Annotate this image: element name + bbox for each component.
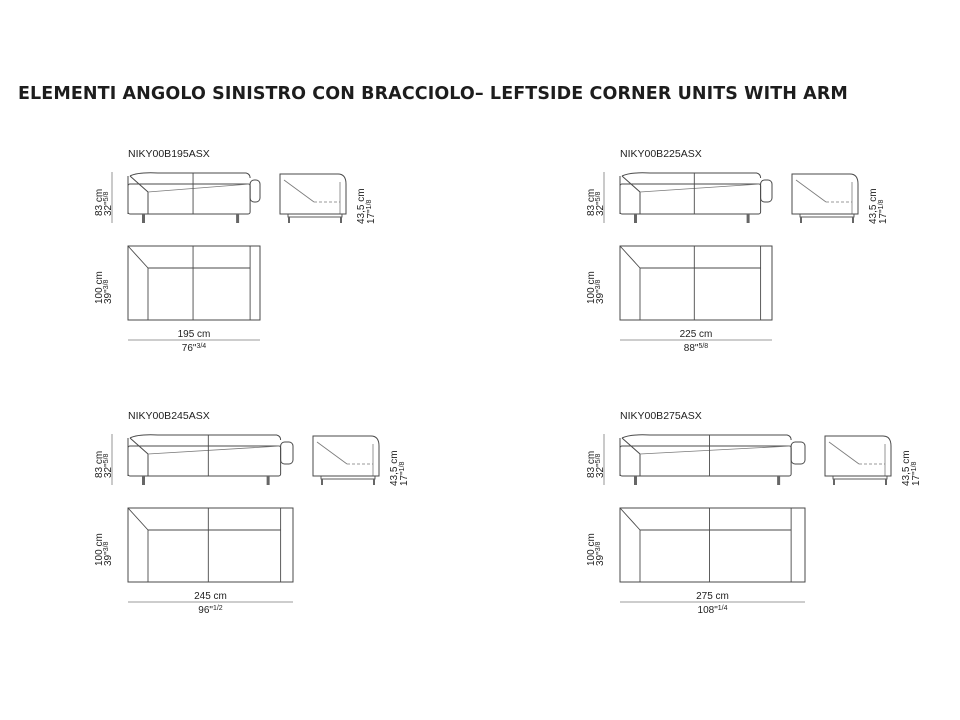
seat-height-in-fraction: 1/8 xyxy=(878,199,885,210)
depth-cm: 100 cm xyxy=(94,271,105,304)
side-view xyxy=(280,174,346,223)
depth-in-fraction: 3/8 xyxy=(103,541,110,552)
top-corner-diagonal xyxy=(620,508,640,530)
width-in-fraction: 3/4 xyxy=(196,343,207,350)
unit-niky00b195asx xyxy=(94,148,377,354)
corner-wedge xyxy=(620,438,640,476)
seat-height-in-whole: 17" xyxy=(399,471,410,486)
front-view xyxy=(620,173,772,223)
side-leg-back xyxy=(833,479,835,485)
width-cm: 275 cm xyxy=(696,591,729,602)
depth-in xyxy=(103,541,114,566)
side-leg-front xyxy=(885,479,887,485)
height-in-fraction: 5/8 xyxy=(103,191,110,202)
side-view xyxy=(792,174,858,223)
height-in-fraction: 5/8 xyxy=(103,453,110,464)
side-body xyxy=(792,174,858,214)
height-in-whole: 32" xyxy=(595,201,606,216)
width-in xyxy=(182,343,207,354)
backrest-outline xyxy=(130,435,281,440)
depth-in-whole: 39" xyxy=(103,551,114,566)
seat-height-cm: 43,5 cm xyxy=(389,450,400,486)
seat-height-in-whole: 17" xyxy=(366,209,377,224)
cushion-line xyxy=(148,446,281,454)
top-corner-diagonal xyxy=(128,508,148,530)
height-cm: 83 cm xyxy=(94,450,105,478)
side-back-line xyxy=(284,180,314,202)
side-leg-back xyxy=(800,217,802,223)
unit-niky00b275asx xyxy=(586,410,922,616)
height-cm: 83 cm xyxy=(586,188,597,216)
page-title: ELEMENTI ANGOLO SINISTRO CON BRACCIOLO– LEFTSIDE CORNER UNITS WITH ARM xyxy=(18,84,848,104)
side-base xyxy=(288,214,342,217)
leg-left xyxy=(142,214,145,223)
seat-height-cm: 43,5 cm xyxy=(901,450,912,486)
width-in-whole: 96" xyxy=(198,605,213,616)
side-leg-front xyxy=(373,479,375,485)
leg-left xyxy=(634,476,637,485)
armrest xyxy=(281,442,293,464)
product-code: NIKY00B275ASX xyxy=(620,410,702,422)
depth-in-whole: 39" xyxy=(595,289,606,304)
top-view xyxy=(620,246,772,320)
corner-wedge xyxy=(128,438,148,476)
backrest-outline xyxy=(622,435,791,440)
seat-height-in xyxy=(878,199,889,224)
depth-cm: 100 cm xyxy=(586,533,597,566)
width-in-whole: 88" xyxy=(683,343,699,354)
depth-in-fraction: 3/8 xyxy=(595,279,602,290)
backrest-outline xyxy=(130,173,250,178)
product-code: NIKY00B195ASX xyxy=(128,148,210,160)
armrest xyxy=(761,180,772,202)
corner-wedge xyxy=(128,176,148,214)
top-outline xyxy=(128,508,293,582)
backrest-outline xyxy=(622,173,761,178)
depth-in xyxy=(595,279,606,304)
unit-niky00b225asx xyxy=(586,148,889,354)
depth-cm: 100 cm xyxy=(586,271,597,304)
depth-in-whole: 39" xyxy=(103,289,114,304)
side-leg-back xyxy=(288,217,290,223)
leg-right xyxy=(267,476,270,485)
top-view xyxy=(620,508,805,582)
seat-height-in-fraction: 1/8 xyxy=(366,199,373,210)
seat-height-in-fraction: 1/8 xyxy=(399,461,406,472)
top-view xyxy=(128,246,260,320)
leg-right xyxy=(236,214,239,223)
front-view xyxy=(128,435,293,485)
height-in-whole: 32" xyxy=(103,201,114,216)
side-leg-back xyxy=(321,479,323,485)
side-leg-front xyxy=(852,217,854,223)
side-body xyxy=(825,436,891,476)
depth-in xyxy=(103,279,114,304)
corner-wedge xyxy=(620,176,640,214)
depth-cm: 100 cm xyxy=(94,533,105,566)
side-back-line xyxy=(317,442,347,464)
product-code: NIKY00B225ASX xyxy=(620,148,702,160)
top-outline xyxy=(620,246,772,320)
width-cm: 245 cm xyxy=(194,591,227,602)
product-code: NIKY00B245ASX xyxy=(128,410,210,422)
side-body xyxy=(313,436,379,476)
seat-height-in xyxy=(911,461,922,486)
leg-right xyxy=(747,214,750,223)
seat-height-in xyxy=(366,199,377,224)
depth-in-whole: 39" xyxy=(595,551,606,566)
width-in xyxy=(698,605,728,616)
width-in-whole: 76" xyxy=(181,343,197,354)
side-body xyxy=(280,174,346,214)
width-in xyxy=(198,605,223,616)
top-corner-diagonal xyxy=(128,246,148,268)
width-cm: 225 cm xyxy=(679,329,713,340)
top-view xyxy=(128,508,293,582)
width-cm: 195 cm xyxy=(177,329,211,340)
height-in-whole: 32" xyxy=(595,463,606,478)
side-back-line xyxy=(829,442,859,464)
height-cm: 83 cm xyxy=(586,450,597,478)
side-back-line xyxy=(796,180,826,202)
side-base xyxy=(800,214,854,217)
cushion-line xyxy=(148,184,250,192)
front-view xyxy=(620,435,805,485)
width-in-fraction: 1/4 xyxy=(717,605,728,612)
top-outline xyxy=(620,508,805,582)
height-in-whole: 32" xyxy=(103,463,114,478)
unit-niky00b245asx xyxy=(94,410,410,616)
seat-height-in xyxy=(399,461,410,486)
seat-height-in-fraction: 1/8 xyxy=(911,461,918,472)
front-view xyxy=(128,173,260,223)
leg-right xyxy=(777,476,780,485)
width-in xyxy=(684,343,709,354)
depth-in xyxy=(595,541,606,566)
seat-height-in-whole: 17" xyxy=(911,471,922,486)
depth-in-fraction: 3/8 xyxy=(103,279,110,290)
cushion-line xyxy=(640,184,761,192)
side-view xyxy=(825,436,891,485)
height-in-fraction: 5/8 xyxy=(595,191,602,202)
top-corner-diagonal xyxy=(620,246,640,268)
armrest xyxy=(250,180,260,202)
depth-in-fraction: 3/8 xyxy=(595,541,602,552)
width-in-fraction: 5/8 xyxy=(698,343,709,350)
seat-height-cm: 43,5 cm xyxy=(356,188,367,224)
width-in-whole: 108" xyxy=(697,605,718,616)
armrest xyxy=(791,442,805,464)
leg-left xyxy=(634,214,637,223)
seat-height-in-whole: 17" xyxy=(878,209,889,224)
cushion-line xyxy=(640,446,791,454)
width-in-fraction: 1/2 xyxy=(212,605,223,612)
seat-height-cm: 43,5 cm xyxy=(868,188,879,224)
height-cm: 83 cm xyxy=(94,188,105,216)
height-in-fraction: 5/8 xyxy=(595,453,602,464)
side-view xyxy=(313,436,379,485)
side-leg-front xyxy=(340,217,342,223)
leg-left xyxy=(142,476,145,485)
